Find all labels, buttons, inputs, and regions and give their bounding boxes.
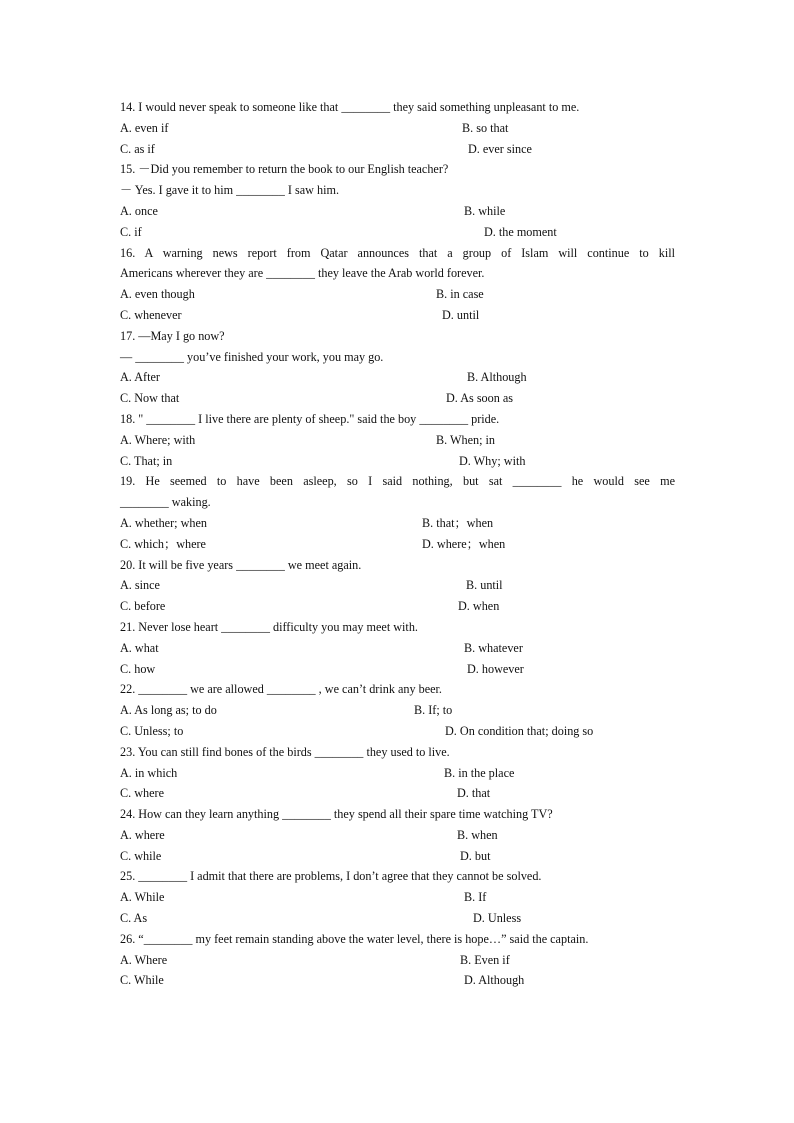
option-row <box>120 908 675 929</box>
option-d: D. Although <box>464 973 525 988</box>
option-d: D. As soon as <box>446 391 514 406</box>
option-c: C. where <box>120 786 164 801</box>
question-stem: 21. Never lose heart ________ difficulty you may meet with. <box>120 619 418 634</box>
question-19 <box>120 471 675 554</box>
question-24 <box>120 804 675 866</box>
option-a: A. Where <box>120 952 168 967</box>
option-row <box>120 139 675 160</box>
option-row <box>120 575 675 596</box>
option-c: C. whenever <box>120 307 182 322</box>
option-row <box>120 388 675 409</box>
question-20 <box>120 555 675 617</box>
option-row <box>120 659 675 680</box>
option-c: C. as if <box>120 141 155 156</box>
option-row <box>120 783 675 804</box>
option-b: B. until <box>466 578 503 593</box>
question-16 <box>120 243 675 326</box>
question-stem: 23. You can still find bones of the birds ________ they used to live. <box>120 744 450 759</box>
option-row <box>120 118 675 139</box>
question-stem: 22. ________ we are allowed ________ , we can’t drink any beer. <box>120 682 442 697</box>
question-stem-continued: ________ waking. <box>120 495 211 510</box>
question-stem: 14. I would never speak to someone like that ________ they said something unpleasant to me. <box>120 100 580 114</box>
option-row <box>120 638 675 659</box>
option-row <box>120 887 675 908</box>
option-c: C. while <box>120 848 162 863</box>
option-row <box>120 534 675 555</box>
question-15 <box>120 159 675 242</box>
option-c: C. if <box>120 224 142 239</box>
option-a: A. since <box>120 578 160 593</box>
option-a: A. As long as; to do <box>120 703 217 718</box>
question-stem: 16. A warning news report from Qatar announces that a group of Islam will continue to kill <box>120 245 675 260</box>
question-21 <box>120 617 675 679</box>
option-row <box>120 721 675 742</box>
option-a: A. once <box>120 203 158 218</box>
option-d: D. where；when <box>422 536 506 551</box>
option-d: D. however <box>467 661 524 676</box>
option-row <box>120 284 675 305</box>
option-c: C. Now that <box>120 391 180 406</box>
option-row <box>120 825 675 846</box>
option-b: B. when <box>457 827 498 842</box>
option-c: C. which；where <box>120 536 206 551</box>
option-d: D. ever since <box>468 141 532 156</box>
option-a: A. where <box>120 827 165 842</box>
question-stem: 24. How can they learn anything ________ they spend all their spare time watching TV? <box>120 807 553 822</box>
question-26 <box>120 929 675 991</box>
option-row <box>120 970 675 991</box>
option-d: D. the moment <box>484 224 557 239</box>
option-b: B. whatever <box>464 640 523 655</box>
option-row <box>120 763 675 784</box>
option-d: D. Why; with <box>459 453 526 468</box>
question-stem: 26. “________ my feet remain standing above the water level, there is hope…” said the captain. <box>120 931 589 946</box>
option-c: C. As <box>120 911 148 926</box>
question-stem-continued: Americans wherever they are ________ they leave the Arab world forever. <box>120 266 485 281</box>
option-row <box>120 367 675 388</box>
option-b: B. If; to <box>414 703 453 718</box>
question-25 <box>120 866 675 928</box>
option-d: D. Unless <box>473 911 522 926</box>
option-b: B. Although <box>467 370 527 385</box>
option-a: A. even though <box>120 287 195 302</box>
option-c: C. how <box>120 661 156 676</box>
option-row <box>120 430 675 451</box>
option-c: C. While <box>120 973 164 988</box>
option-row <box>120 451 675 472</box>
option-a: A. in which <box>120 765 178 780</box>
question-stem: 19. He seemed to have been asleep, so I said nothing, but sat ________ he would see me <box>120 474 675 489</box>
question-22 <box>120 679 675 741</box>
option-a: A. Where; with <box>120 432 196 447</box>
question-stem: 17. —May I go now? <box>120 328 225 343</box>
option-b: B. in the place <box>444 765 515 780</box>
option-row <box>120 201 675 222</box>
option-c: C. before <box>120 599 166 614</box>
option-d: D. but <box>460 848 491 863</box>
option-b: B. so that <box>462 120 509 135</box>
question-stem: 20. It will be five years ________ we meet again. <box>120 557 362 572</box>
question-list <box>120 97 675 991</box>
option-b: B. that；when <box>422 515 494 530</box>
option-a: A. whether; when <box>120 515 207 530</box>
question-stem: 18. " ________ I live there are plenty of sheep." said the boy ________ pride. <box>120 411 500 426</box>
option-b: B. When; in <box>436 432 496 447</box>
option-row <box>120 222 675 243</box>
option-row <box>120 950 675 971</box>
question-17 <box>120 326 675 409</box>
option-b: B. If <box>464 890 487 905</box>
option-a: A. While <box>120 890 165 905</box>
option-row <box>120 596 675 617</box>
option-row <box>120 700 675 721</box>
option-row <box>120 305 675 326</box>
question-18 <box>120 409 675 471</box>
option-a: A. even if <box>120 120 169 135</box>
option-d: D. On condition that; doing so <box>445 723 594 738</box>
option-row <box>120 846 675 867</box>
question-stem-continued: － Yes. I gave it to him ________ I saw him. <box>120 183 340 198</box>
option-row <box>120 513 675 534</box>
option-a: A. what <box>120 640 159 655</box>
option-d: D. when <box>458 599 500 614</box>
option-d: D. that <box>457 786 491 801</box>
option-b: B. in case <box>436 287 484 302</box>
option-c: C. Unless; to <box>120 723 184 738</box>
question-stem-continued: — ________ you’ve finished your work, you may go. <box>120 349 384 364</box>
option-c: C. That; in <box>120 453 173 468</box>
question-23 <box>120 742 675 804</box>
option-b: B. while <box>464 203 506 218</box>
question-stem: 25. ________ I admit that there are problems, I don’t agree that they cannot be solved. <box>120 869 542 884</box>
question-stem: 15. －Did you remember to return the book to our English teacher? <box>120 162 449 177</box>
option-a: A. After <box>120 370 160 385</box>
option-d: D. until <box>442 307 480 322</box>
question-14 <box>120 97 675 159</box>
option-b: B. Even if <box>460 952 510 967</box>
